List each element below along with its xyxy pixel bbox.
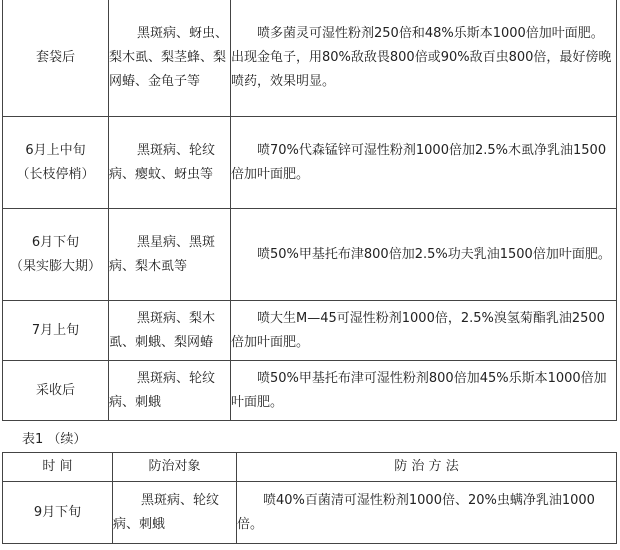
stage-cell: 采收后 (3, 361, 109, 421)
table-row (3, 361, 617, 421)
table-row (3, 301, 617, 361)
stage-cell: 6月下旬 （果实膨大期） (3, 209, 109, 301)
pest-cell: 黑斑病、轮纹病、瘿蚊、蚜虫等 (109, 117, 231, 209)
control-table-top (2, 0, 617, 421)
stage-cell: 9月下旬 (3, 482, 113, 544)
table-row (3, 482, 617, 544)
method-cell: 喷70%代森锰锌可湿性粉剂1000倍加2.5%木虱净乳油1500倍加叶面肥。 (231, 117, 617, 209)
header-time: 时 间 (3, 453, 113, 482)
method-cell: 喷大生M—45可湿性粉剂1000倍，2.5%溴氢菊酯乳油2500倍加叶面肥。 (231, 301, 617, 361)
table-caption: 表1 （续） (22, 432, 87, 447)
pest-cell: 黑斑病、蚜虫、梨木虱、梨茎蜂、梨网蝽、金龟子等 (109, 0, 231, 117)
pest-cell: 黑星病、黑斑病、梨木虱等 (109, 209, 231, 301)
pest-cell: 黑斑病、梨木虱、刺蛾、梨网蝽 (109, 301, 231, 361)
control-table-continued (2, 452, 617, 544)
table-header-row (3, 453, 617, 482)
table-row (3, 0, 617, 117)
pest-cell: 黑斑病、轮纹病、刺蛾 (109, 361, 231, 421)
method-cell: 喷40%百菌清可湿性粉剂1000倍、20%虫螨净乳油1000倍。 (237, 482, 617, 544)
pest-cell: 黑斑病、轮纹病、刺蛾 (113, 482, 237, 544)
method-cell: 喷50%甲基托布津800倍加2.5%功夫乳油1500倍加叶面肥。 (231, 209, 617, 301)
stage-cell: 6月上中旬 （长枝停梢） (3, 117, 109, 209)
method-cell: 喷50%甲基托布津可湿性粉剂800倍加45%乐斯本1000倍加叶面肥。 (231, 361, 617, 421)
stage-cell: 7月上旬 (3, 301, 109, 361)
table-row (3, 209, 617, 301)
header-target: 防治对象 (113, 453, 237, 482)
method-cell: 喷多菌灵可湿性粉剂250倍和48%乐斯本1000倍加叶面肥。出现金龟子，用80%敌敌畏800倍或90%敌百虫800倍，最好傍晚喷药，效果明显。 (231, 0, 617, 117)
stage-cell: 套袋后 (3, 0, 109, 117)
table-row (3, 117, 617, 209)
header-method: 防 治 方 法 (237, 453, 617, 482)
